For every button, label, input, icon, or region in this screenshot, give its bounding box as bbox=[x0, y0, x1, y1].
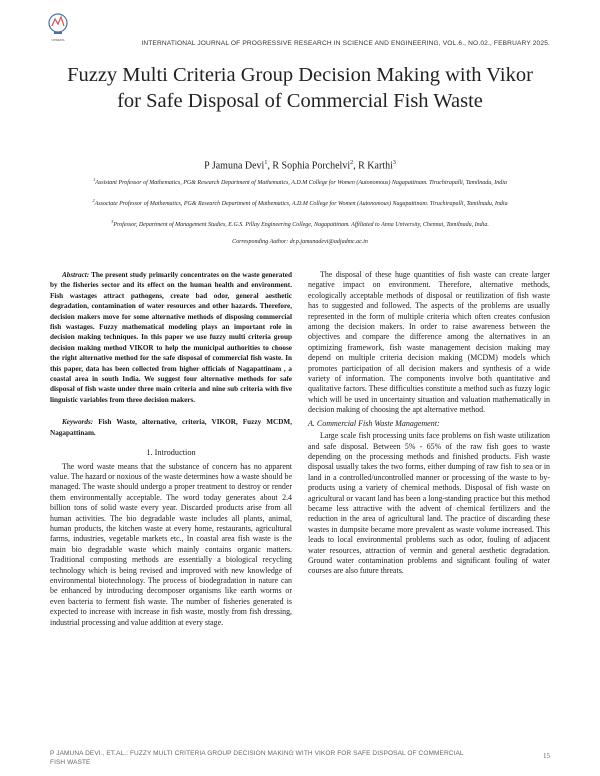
keywords-text: Fish Waste, alternative, criteria, VIKOR, Fuzzy MCDM, Nagapattinam. bbox=[50, 418, 292, 437]
author-affiliation-mark: 3 bbox=[392, 160, 396, 166]
author-affiliation-mark: 1 bbox=[264, 160, 268, 166]
author-affiliation-mark: 2 bbox=[350, 160, 354, 166]
keywords-label: Keywords: bbox=[62, 418, 94, 427]
page-number: 15 bbox=[543, 752, 550, 760]
affiliation-text: Professor, Department of Management Studies, E.G.S. Pillay Engineering College, Nagapattinam. Affiliated to Anna University, Chennai, Tamilnadu, India. bbox=[113, 222, 489, 228]
author-separator: , bbox=[353, 160, 359, 172]
affiliation-text: Assistant Professor of Mathematics, PG& Research Department of Mathematics, A.D.M College for Women (Autonomous) Nagapattinam. Tiruchirapalli, Tamilnadu, India bbox=[95, 180, 507, 186]
author-name: P Jamuna Devi bbox=[204, 160, 265, 172]
abstract-label: Abstract: bbox=[62, 271, 90, 279]
abstract-text: The present study primarily concentrates on the waste generated by the fisheries sector and its effect on the human health and environment. Fish wastages attract pathogens, create bad odor, general aesthetic degradation, contamination of water resources and other hazards. Therefore, decision makers move for some alternative methods of disposing commercial fish wastages. Fuzzy mathematical modeling plays an important role in decision making techniques. In this paper we use fuzzy multi criteria group decision making method VIKOR to help the municipal authorities to choose the right alternative method for the safe disposal of commercial fish waste. In this paper, data has been collected from higher officials of Nagapattinam , a coastal area in south India. We suggest four alternative methods for safe disposal of fish waste under three main criteria and nine sub criteria with five linguistic variables from three decision makers. bbox=[50, 271, 292, 404]
logo-caption: IJPREMS bbox=[51, 38, 65, 42]
author-name: R Karthi bbox=[358, 160, 393, 172]
affiliation-mark: 3 bbox=[111, 219, 114, 224]
section-heading-introduction: 1. Introduction bbox=[146, 448, 196, 458]
body-paragraph: The disposal of these huge quantities of fish waste can create larger negative impact on environment. Therefore, alternative methods, ecologically acceptable methods of disposal or reutilization of fish waste has to suggested and followed. The aspects of the problems are usually represented in the form of multiple criteria which often creates confusion among the decision makers. In order to raise awareness between the objectives and compare the difference among the alternatives in an optimizing framework, fish waste management decision making may depend on multiple criteria decision making (MCDM) models which promotes participation of all decision makers and synthesis of a wide variety of information. The components involve both quantitative and qualitative factors. These difficulties constitute a method such as fuzzy logic which will be used in uncertainty situation and valuation mathematically in decision making of choosing the apt alternative method. bbox=[308, 270, 550, 415]
paper-title: Fuzzy Multi Criteria Group Decision Making with Vikor for Safe Disposal of Commercial Fish Waste bbox=[67, 64, 533, 112]
author-name: R Sophia Porchelvi bbox=[272, 160, 351, 172]
keywords bbox=[50, 417, 292, 438]
author-line bbox=[60, 160, 540, 171]
body-paragraph: The word waste means that the substance of concern has no apparent value. The hazard or noxious of the waste determines how a waste should be managed. The waste should undergo a proper treatment to destroy or render them environmentally acceptable. The word today generates about 2.4 billion tons of solid waste every year. Discarded products arise from all human activities. The bio degradable waste includes all plants, animal, human products, the kitchen waste at every home, restaurants, agricultural farms, industries, vegetable markets etc., In coastal area fish waste is the main bio degradable waste which mainly contains organic matters. Traditional composting methods are essentially a biological recycling technology which is being revised and improved with new knowledge of environmental biotechnology. The process of biodegradation in nature can be enhanced by introducing decomposer organisms like earth worms or even bacteria to ferment fish waste. The number of fisheries generated is expected to increase with increase in fish waste, mostly from fish dressing, industrial processing and value addition at every stage. bbox=[50, 461, 292, 627]
affiliation-mark: 2 bbox=[92, 198, 95, 203]
affiliation bbox=[76, 217, 524, 230]
body-paragraph: Large scale fish processing units face problems on fish waste utilization and safe disposal. Between 5% - 65% of the raw fish goes to waste depending on the processing methods and finished products. Fish waste disposal usually takes the two forms, either dumping of raw fish to sea or in land in a controlled/uncontrolled manner or processing of the waste to by-products using a variety of chemical methods. Disposal of fish waste on agricultural or vacant land has been a long-standing practice but this method became less attractive with the advent of chemical fertilizers and the reduction in the area of agricultural land. The practice of discarding these wastes in dumpsite became more prevalent as waste volume increased. This leads to local environmental problems such as odor, fouling of adjacent water resources, attraction of vermin and general aesthetic degradation. Ground water contamination problems and significant fouling of water courses are also future threats. bbox=[308, 431, 550, 576]
corresponding-author: Corresponding Author: dr.p.jamunadevi@adjadmc.ac.in bbox=[232, 239, 368, 245]
affiliation-text: Associate Professor of Mathematics, PG& Research Department of Mathematics, A.D.M College for Women (Autonomous) Nagapattinam. Tiruchirapalli, Tamilnadu, India bbox=[94, 201, 508, 207]
author-separator: , bbox=[267, 160, 273, 172]
left-column bbox=[50, 270, 292, 628]
subsection-heading: A. Commercial Fish Waste Management: bbox=[308, 418, 440, 428]
affiliation-mark: 1 bbox=[93, 177, 96, 182]
running-header: INTERNATIONAL JOURNAL OF PROGRESSIVE RESEARCH IN SCIENCE AND ENGINEERING, VOL.6., NO.02., FEBRUARY 2025. bbox=[141, 40, 550, 47]
affiliation bbox=[76, 175, 524, 188]
footer-running-title: P JAMUNA DEVI., ET.AL.: FUZZY MULTI CRITERIA GROUP DECISION MAKING WITH VIKOR FOR SAFE DISPOSAL OF COMMERCIAL FISH WASTE bbox=[50, 750, 464, 766]
affiliation bbox=[76, 196, 524, 209]
right-column bbox=[308, 270, 550, 577]
abstract bbox=[50, 270, 292, 405]
